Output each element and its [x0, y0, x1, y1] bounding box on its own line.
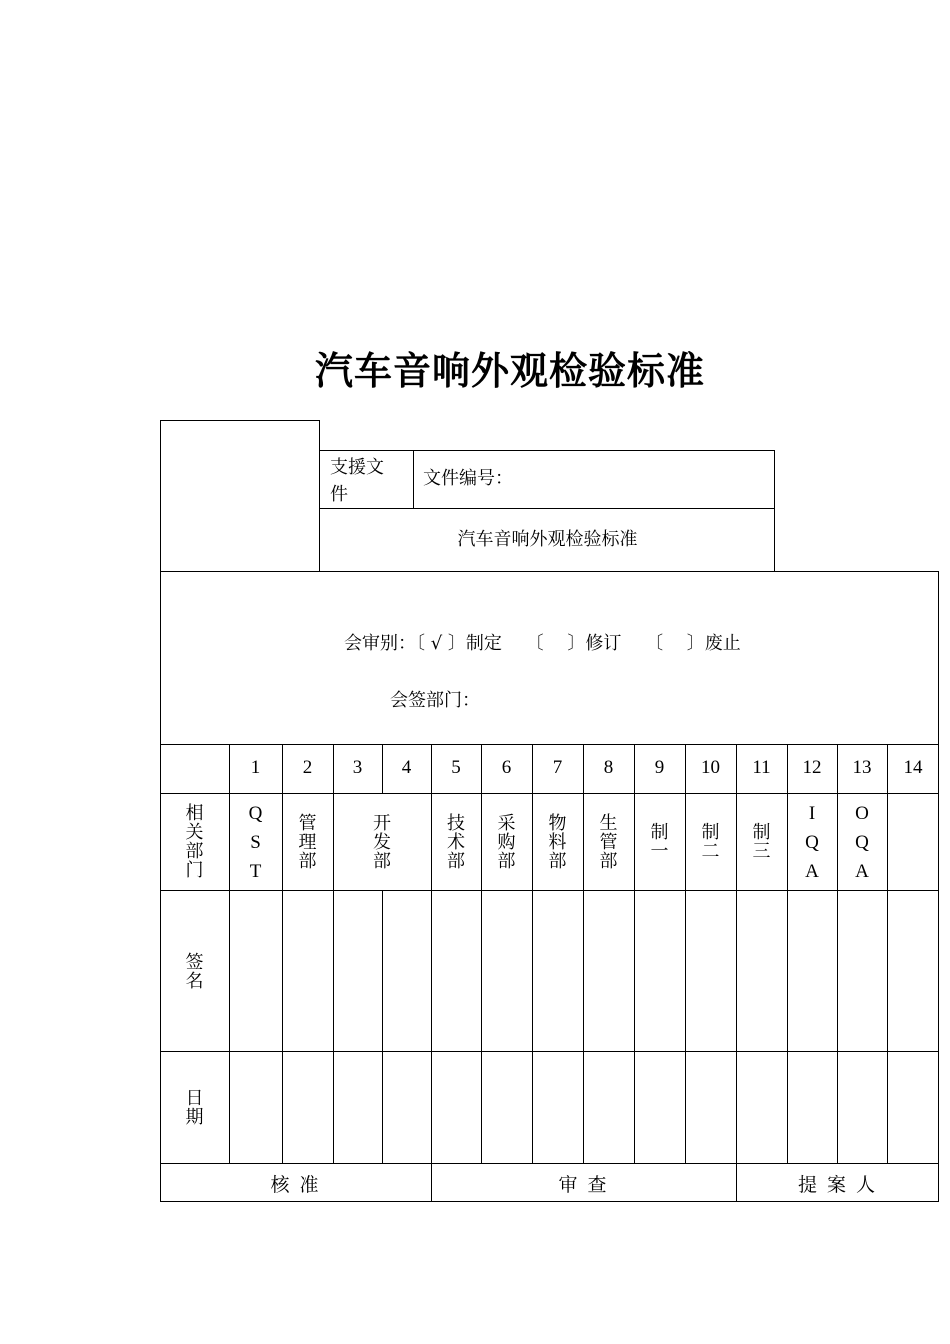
column-number: 11 — [752, 757, 771, 778]
logo-box — [160, 420, 320, 572]
dept-management: 管 理 部 — [298, 813, 317, 872]
column-number: 3 — [352, 757, 363, 778]
dept-oqa: O Q A — [855, 803, 869, 882]
column-number: 4 — [401, 757, 412, 778]
review-label: 审 查 — [558, 1174, 609, 1196]
dept-technology: 技 术 部 — [447, 813, 465, 872]
dept-purchasing: 采 购 部 — [497, 813, 516, 872]
column-number: 9 — [654, 757, 665, 778]
column-number: 14 — [903, 757, 923, 778]
dept-iqa: I Q A — [805, 803, 819, 882]
dept-production-control: 生 管 部 — [599, 813, 618, 872]
column-number: 10 — [701, 757, 720, 778]
document-title: 汽车音响外观检验标准 — [314, 348, 705, 393]
row-label-departments: 相 关 部 门 — [185, 803, 204, 881]
row-label-signature: 签 名 — [185, 952, 204, 992]
column-number: 13 — [852, 757, 872, 778]
approve-label: 核 准 — [270, 1174, 321, 1196]
dept-materials: 物 料 部 — [548, 813, 567, 872]
dept-manufacturing-2: 制 二 — [701, 822, 720, 862]
column-number: 5 — [451, 757, 461, 778]
column-number: 6 — [501, 757, 512, 778]
dept-manufacturing-1: 制 一 — [650, 822, 669, 862]
column-number: 12 — [802, 757, 822, 778]
column-number: 8 — [603, 757, 614, 778]
column-number: 7 — [552, 757, 563, 778]
review-table — [160, 571, 939, 1202]
dept-development: 开 发 部 — [373, 813, 391, 872]
proposer-label: 提 案 人 — [797, 1174, 878, 1196]
dept-manufacturing-3: 制 三 — [752, 822, 771, 862]
column-number: 1 — [250, 757, 261, 778]
row-label-date: 日 期 — [185, 1088, 204, 1128]
dept-qst: Q S T — [248, 803, 263, 882]
support-document-label: 支援文 件 — [330, 457, 384, 505]
document-name: 汽车音响外观检验标准 — [457, 529, 638, 550]
file-number-label: 文件编号： — [423, 468, 513, 489]
signing-departments-label: 会签部门： — [390, 690, 480, 711]
review-type-line: 会审别：〔 √ 〕制定 〔 〕修订 〔 〕废止 — [344, 633, 741, 654]
column-number: 2 — [302, 757, 313, 778]
